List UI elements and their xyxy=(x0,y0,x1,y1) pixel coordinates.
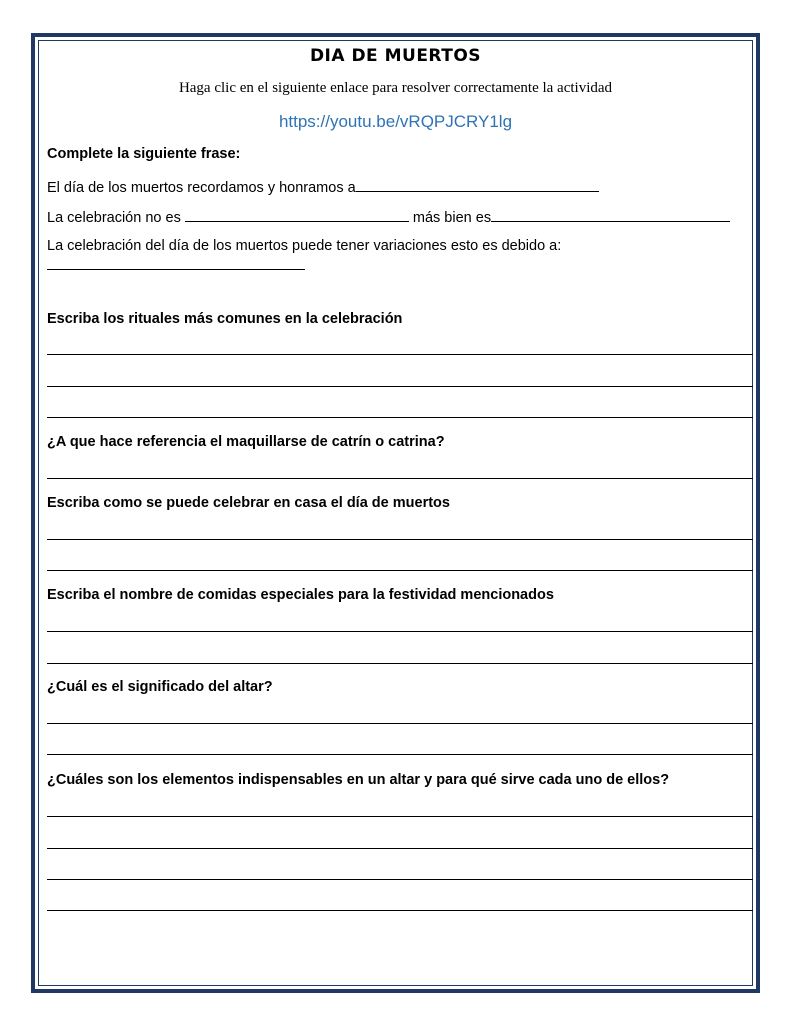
answer-line[interactable] xyxy=(47,631,753,632)
answer-blank-2a[interactable] xyxy=(185,207,409,222)
answer-line[interactable] xyxy=(47,754,753,755)
answer-blank-1[interactable] xyxy=(356,177,599,192)
question-5: ¿Cuál es el significado del altar? xyxy=(47,679,273,695)
answer-line[interactable] xyxy=(47,723,753,724)
question-2: ¿A que hace referencia el maquillarse de catrín o catrina? xyxy=(47,434,445,450)
answer-line[interactable] xyxy=(47,269,305,270)
sentence-2-text-a: La celebración no es xyxy=(47,210,181,226)
answer-line[interactable] xyxy=(47,354,753,355)
sentence-2 xyxy=(47,207,730,226)
video-link[interactable]: https://youtu.be/vRQPJCRY1lg xyxy=(278,112,513,131)
answer-line[interactable] xyxy=(47,478,753,479)
answer-line[interactable] xyxy=(47,848,753,849)
instruction-text: Haga clic en el siguiente enlace para resolver correctamente la actividad xyxy=(178,80,613,96)
answer-line[interactable] xyxy=(47,570,753,571)
answer-line[interactable] xyxy=(47,910,753,911)
sentence-3: La celebración del día de los muertos puede tener variaciones esto es debido a: xyxy=(47,238,562,254)
answer-line[interactable] xyxy=(47,417,753,418)
answer-line[interactable] xyxy=(47,386,753,387)
sentence-2-text-b: más bien es xyxy=(412,210,492,226)
question-1: Escriba los rituales más comunes en la celebración xyxy=(47,311,403,327)
sentence-1-text: El día de los muertos recordamos y honramos a xyxy=(47,180,356,196)
complete-heading: Complete la siguiente frase: xyxy=(47,146,241,162)
answer-blank-2b[interactable] xyxy=(491,207,730,222)
answer-line[interactable] xyxy=(47,816,753,817)
question-6: ¿Cuáles son los elementos indispensables en un altar y para qué sirve cada uno de ellos? xyxy=(47,772,670,788)
answer-line[interactable] xyxy=(47,663,753,664)
question-3: Escriba como se puede celebrar en casa el día de muertos xyxy=(47,495,450,511)
question-4: Escriba el nombre de comidas especiales para la festividad mencionados xyxy=(47,587,554,603)
worksheet-title: DIA DE MUERTOS xyxy=(309,46,482,66)
answer-line[interactable] xyxy=(47,539,753,540)
sentence-1 xyxy=(47,177,599,196)
answer-line[interactable] xyxy=(47,879,753,880)
